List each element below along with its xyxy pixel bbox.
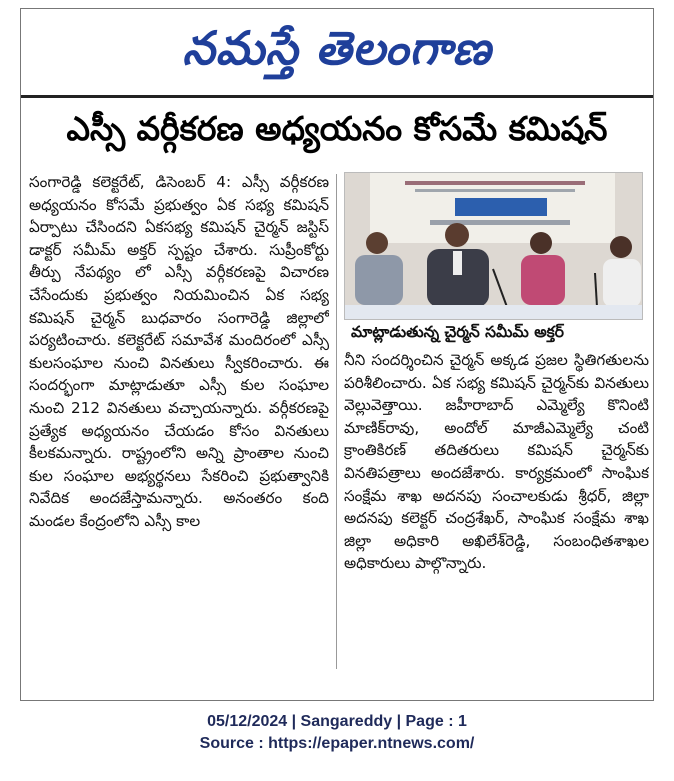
footer-date-line: 05/12/2024 | Sangareddy | Page : 1 <box>207 713 467 730</box>
article-right-column <box>344 349 649 669</box>
column-divider <box>336 174 337 669</box>
article-left-text: సంగారెడ్డి కలెక్టరేట్, డిసెంబర్ 4: ఎస్సీ వర్గీకరణ అధ్యయనం కోసమే ప్రభుత్వం ఏక సభ్య కమిషన్ ఏర్పాటు చేసిందని ఏకసభ్య కమిషన్ చైర్మన్ జస్టిస్ డాక్టర్ సమీమ్ అక్తర్ స్పష్టం చేశారు. సుప్రీంకోర్టు తీర్పు నేపథ్యం లో ఎస్సీ వర్గీకరణపై విచారణ చేసేందుకు ప్రభుత్వం నియమించిన ఏక సభ్య కమిషన్ చైర్మన్ బుధవారం సంగారెడ్డి జిల్లాలో పర్యటించారు. కలెక్టరేట్ సమావేశ మందిరంలో ఎస్సీ కులసంఘాల నుంచి వినతులు స్వీకరించారు. ఈ సందర్భంగా మాట్లాడుతూ ఎస్సీ కుల సంఘాల నుంచి 212 వినతులు వచ్చాయన్నారు. వర్గీకరణపై ప్రత్యేక అధ్యయనం చేయడం కోసం వినతులు కీలకమన్నారు. రాష్ట్రంలోని అన్ని ప్రాంతాల నుంచి కుల సంఘాల అభ్యర్థనలు సేకరించి ప్రభుత్వానికి నివేదిక అందజేస్తామన్నారు. అనంతరం కంది మండల కేంద్రంలోని ఎస్సీ కాల <box>29 173 329 530</box>
photo-caption: మాట్లాడుతున్న చైర్మన్ సమీమ్ అక్తర్ <box>351 323 564 341</box>
newspaper-clipping <box>20 8 654 701</box>
article-right-text: నీని సందర్శించిన చైర్మన్ అక్కడ ప్రజల స్థితిగతులను పరిశీలించారు. ఏక సభ్య కమిషన్ చైర్మన్‌కు వినతులు వెల్లువెత్తాయి. జహీరాబాద్ ఎమ్మెల్యే కొనింటి మాణిక్‌రావు, అందోల్ మాజీఎమ్మెల్యే చంటి క్రాంతికిరణ్ తదితరులు కమిషన్ చైర్మన్‌కు వినతిపత్రాలు అందజేశారు. కార్యక్రమంలో సాంఘిక సంక్షేమ శాఖ అదనపు సంచాలకుడు శ్రీధర్, జిల్లా అదనపు కలెక్టర్ చంద్రశేఖర్, సాంఘిక సంక్షేమ శాఖ జిల్లా అధికారి అఖిలేశ్‌రెడ్డి, సంబంధితశాఖల అధికారులు పాల్గొన్నారు. <box>344 351 649 573</box>
news-photo <box>344 172 643 320</box>
headline: ఎస్సీ వర్గీకరణ అధ్యయనం కోసమే కమిషన్ <box>66 109 608 148</box>
source-footer <box>0 711 674 755</box>
article-left-column <box>29 171 329 671</box>
footer-source-line: Source : https://epaper.ntnews.com/ <box>199 735 475 752</box>
masthead-rule <box>21 95 653 98</box>
news-photo-illustration <box>345 173 643 320</box>
masthead-title: నమస్తే తెలంగాణ <box>182 21 492 75</box>
masthead <box>21 9 653 91</box>
